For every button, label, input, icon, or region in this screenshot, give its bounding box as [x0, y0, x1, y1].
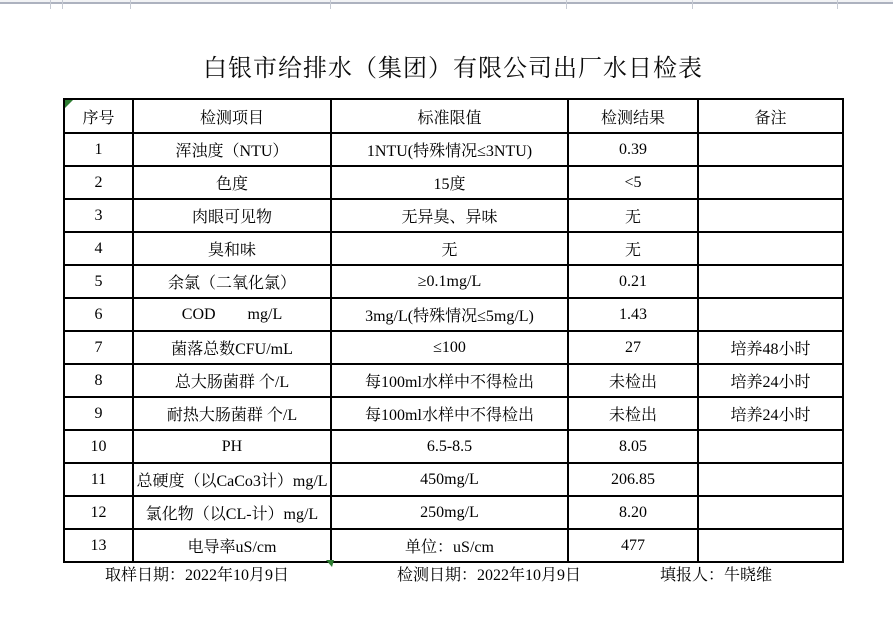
- cell-limit: 每100ml水样中不得检出: [331, 397, 568, 430]
- cell-note: [698, 529, 843, 562]
- column-header-result: 检测结果: [568, 99, 698, 133]
- cell-limit: 无异臭、异味: [331, 199, 568, 232]
- cell-result: 477: [568, 529, 698, 562]
- table-row: [64, 496, 843, 529]
- cell-result: 无: [568, 199, 698, 232]
- cell-limit: 1NTU(特殊情况≤3NTU): [331, 133, 568, 166]
- gridline-tick: [50, 0, 51, 9]
- gridline-tick: [62, 0, 63, 9]
- cell-item: 总大肠菌群 个/L: [133, 364, 331, 397]
- cell-note: [698, 133, 843, 166]
- cell-error-indicator-icon: [65, 100, 73, 108]
- cell-no: 4: [64, 232, 133, 265]
- table-row: [64, 364, 843, 397]
- table-row: [64, 265, 843, 298]
- table-row: [64, 199, 843, 232]
- footer: [0, 566, 893, 586]
- gridline-tick: [130, 0, 131, 9]
- cell-item: 余氯（二氧化氯）: [133, 265, 331, 298]
- cell-item: 臭和味: [133, 232, 331, 265]
- cell-note: 培养24小时: [698, 397, 843, 430]
- page-title: 白银市给排水（集团）有限公司出厂水日检表: [203, 56, 703, 82]
- cell-result: 0.21: [568, 265, 698, 298]
- cell-note: [698, 166, 843, 199]
- cell-limit: 15度: [331, 166, 568, 199]
- table-row: [64, 298, 843, 331]
- cell-note: [698, 298, 843, 331]
- table-row: [64, 529, 843, 562]
- gridline-tick: [837, 0, 838, 9]
- header-row: [64, 99, 843, 133]
- cell-item: 总硬度（以CaCo3计）mg/L: [133, 463, 331, 496]
- cell-limit: 450mg/L: [331, 463, 568, 496]
- cell-item: PH: [133, 430, 331, 463]
- cell-item: 菌落总数CFU/mL: [133, 331, 331, 364]
- cell-result: 27: [568, 331, 698, 364]
- cell-no: 3: [64, 199, 133, 232]
- table-row: [64, 133, 843, 166]
- cell-no: 6: [64, 298, 133, 331]
- cell-note: 培养48小时: [698, 331, 843, 364]
- cell-note: [698, 232, 843, 265]
- cell-item: 肉眼可见物: [133, 199, 331, 232]
- cell-no: 7: [64, 331, 133, 364]
- cell-no: 8: [64, 364, 133, 397]
- cell-no: 11: [64, 463, 133, 496]
- cell-item: 浑浊度（NTU）: [133, 133, 331, 166]
- cell-item: 色度: [133, 166, 331, 199]
- cell-limit: 250mg/L: [331, 496, 568, 529]
- reporter-label: 填报人：牛晓维: [660, 567, 773, 584]
- spreadsheet-gridline: [0, 2, 893, 4]
- gridline-tick: [330, 0, 331, 9]
- cell-note: [698, 430, 843, 463]
- table-row: [64, 397, 843, 430]
- cell-no: 9: [64, 397, 133, 430]
- table-row: [64, 331, 843, 364]
- cell-limit: 3mg/L(特殊情况≤5mg/L): [331, 298, 568, 331]
- column-header-limit: 标准限值: [331, 99, 568, 133]
- cell-note: [698, 265, 843, 298]
- cell-limit: 每100ml水样中不得检出: [331, 364, 568, 397]
- cell-no: 10: [64, 430, 133, 463]
- cell-limit: 单位：uS/cm: [331, 529, 568, 562]
- gridline-tick: [692, 0, 693, 9]
- column-header-note: 备注: [698, 99, 843, 133]
- cell-result: <5: [568, 166, 698, 199]
- cell-note: [698, 496, 843, 529]
- cell-item: 耐热大肠菌群 个/L: [133, 397, 331, 430]
- table-row: [64, 232, 843, 265]
- cell-item: 氯化物（以CL-计）mg/L: [133, 496, 331, 529]
- column-header-item: 检测项目: [133, 99, 331, 133]
- cell-result: 206.85: [568, 463, 698, 496]
- cell-result: 1.43: [568, 298, 698, 331]
- cell-no: 12: [64, 496, 133, 529]
- sampling-date-label: 取样日期：2022年10月9日: [105, 567, 290, 584]
- cell-limit: ≤100: [331, 331, 568, 364]
- cell-item: COD mg/L: [133, 298, 331, 331]
- cell-note: 培养24小时: [698, 364, 843, 397]
- cell-limit: 无: [331, 232, 568, 265]
- column-header-no: 序号: [64, 99, 133, 133]
- cell-result: 8.05: [568, 430, 698, 463]
- cell-no: 13: [64, 529, 133, 562]
- cell-result: 8.20: [568, 496, 698, 529]
- cell-item: 电导率uS/cm: [133, 529, 331, 562]
- cell-result: 0.39: [568, 133, 698, 166]
- cell-no: 5: [64, 265, 133, 298]
- cell-no: 2: [64, 166, 133, 199]
- table-row: [64, 430, 843, 463]
- cell-note: [698, 199, 843, 232]
- cell-no: 1: [64, 133, 133, 166]
- cell-limit: 6.5-8.5: [331, 430, 568, 463]
- cell-limit: ≥0.1mg/L: [331, 265, 568, 298]
- table-row: [64, 463, 843, 496]
- cell-result: 无: [568, 232, 698, 265]
- cell-result: 未检出: [568, 364, 698, 397]
- cell-result: 未检出: [568, 397, 698, 430]
- inspection-table: [63, 98, 844, 563]
- table-row: [64, 166, 843, 199]
- testing-date-label: 检测日期：2022年10月9日: [397, 567, 582, 584]
- gridline-tick: [566, 0, 567, 9]
- cell-note: [698, 463, 843, 496]
